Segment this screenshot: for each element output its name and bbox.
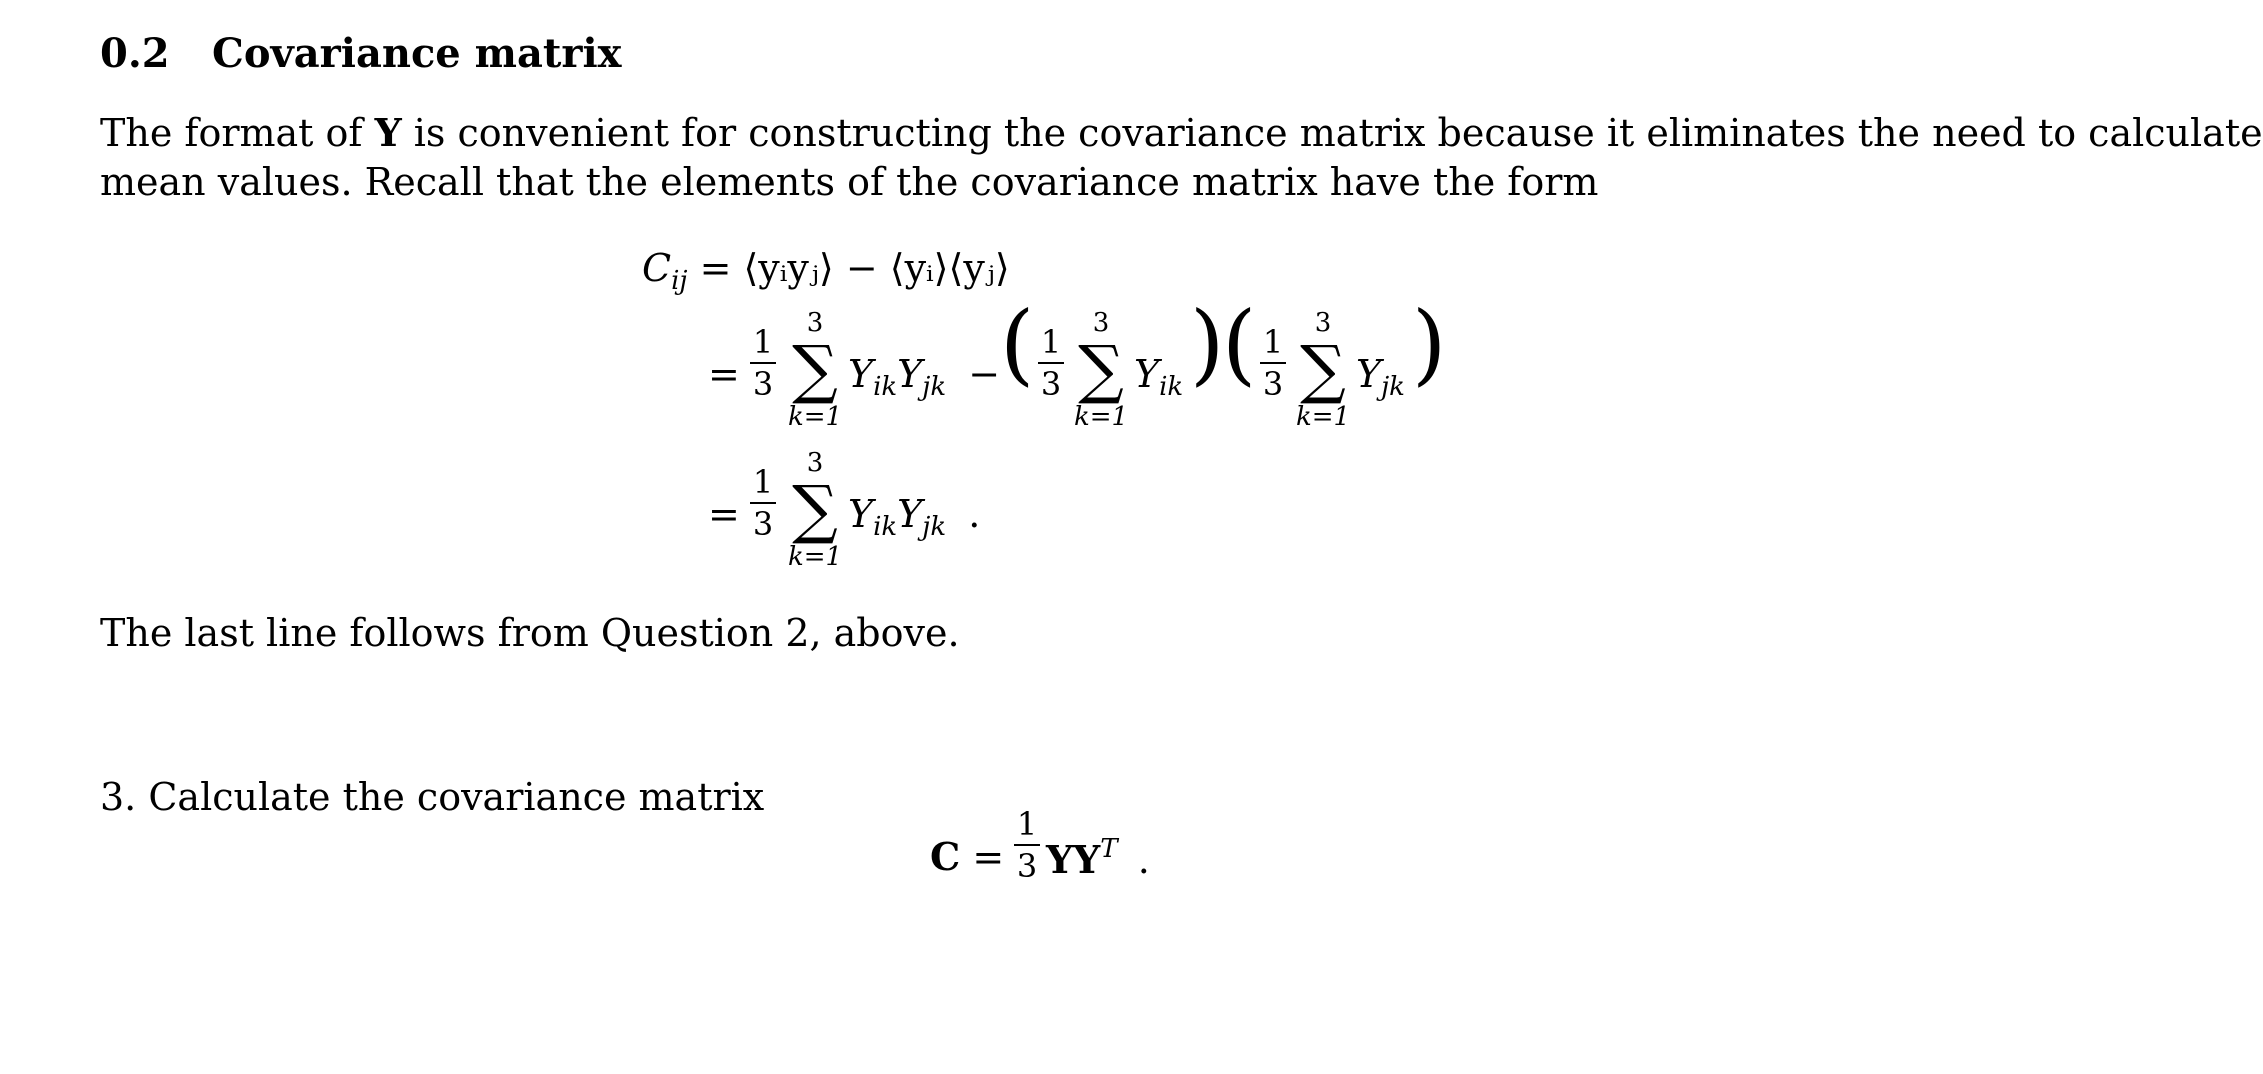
term-YikYjk-d: $Y_{ik}Y_{jk}$ . (848, 492, 981, 542)
fraction-1-3-b: 1 3 (1038, 326, 1064, 400)
lhs-C: C (642, 246, 672, 290)
fraction-1-3-d: 1 3 (750, 466, 776, 540)
fraction-1-3-c: 1 3 (1260, 326, 1286, 400)
sum-d: 3 ∑ k=1 (788, 448, 843, 572)
term-YikYjk-a: $Y_{ik}Y_{jk}$ − (848, 352, 1001, 402)
right-paren-1: ) (1190, 292, 1225, 395)
right-paren-2: ) (1412, 292, 1447, 395)
section-number: 0.2 (100, 30, 170, 77)
intro-line-1 (100, 108, 2263, 158)
left-paren-1: ( (1000, 292, 1035, 395)
left-paren-2: ( (1222, 292, 1257, 395)
intro-text-before: The format of (100, 111, 375, 155)
question-3-label: 3. Calculate the covariance matrix (100, 775, 765, 819)
sum-c: 3 ∑ k=1 (1296, 308, 1351, 432)
sum-b: 3 ∑ k=1 (1074, 308, 1129, 432)
lhs-sub: ij (671, 266, 688, 296)
after-equation-text: The last line follows from Question 2, above. (100, 611, 960, 655)
line1-rhs: = ⟨yᵢyⱼ⟩ − ⟨yᵢ⟩⟨yⱼ⟩ (699, 246, 1010, 290)
section-title: Covariance matrix (212, 30, 622, 77)
term-Yjk: $Y_{jk}$ (1356, 352, 1405, 402)
equation-line-1 (642, 246, 1010, 296)
term-Yik: $Y_{ik}$ (1134, 352, 1184, 402)
intro-text-after: is convenient for constructing the covariance matrix because it eliminates the need to calculate (401, 111, 2263, 155)
question-eq-rhs: $YY^T$ . (1046, 834, 1150, 882)
eq-sign-2: = (708, 352, 740, 396)
question-fraction: 1 3 (1014, 808, 1040, 882)
fraction-1-3-a: 1 3 (750, 326, 776, 400)
eq-sign-3: = (708, 492, 740, 536)
bold-Y-symbol: Y (374, 110, 402, 155)
intro-line-2: mean values. Recall that the elements of the covariance matrix have the form (100, 160, 1599, 204)
sum-a: 3 ∑ k=1 (788, 308, 843, 432)
question-eq-lhs: C = (930, 834, 1005, 879)
